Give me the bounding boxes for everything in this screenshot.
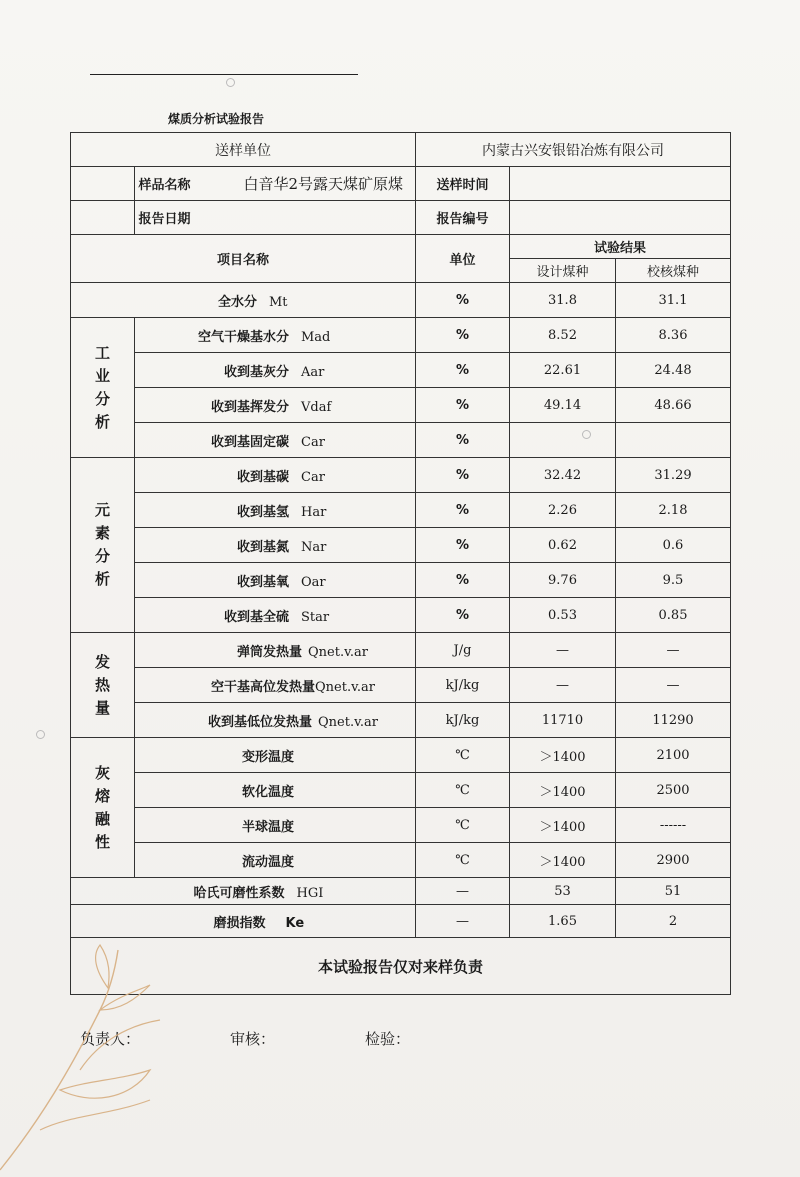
unit-cell: %: [416, 423, 510, 458]
item-symbol: Qnet.v.ar: [315, 679, 375, 695]
heat-value-label: [71, 633, 135, 738]
reviewer-signature-label: 审核：: [230, 1030, 276, 1048]
ash-fusion-label: [71, 738, 135, 878]
design-value: 31.8: [510, 283, 616, 318]
unit-cell: —: [416, 905, 510, 938]
report-date-row: [71, 201, 731, 235]
item-name: 弹筒发热量: [236, 644, 302, 660]
item-cell: [135, 633, 416, 668]
unit-cell: %: [416, 458, 510, 493]
unit-cell: %: [416, 353, 510, 388]
item-name: 空气干燥基水分: [197, 329, 289, 345]
unit-cell: %: [416, 493, 510, 528]
table-row: [71, 493, 731, 528]
check-value: 24.48: [616, 353, 731, 388]
item-cell: [135, 703, 416, 738]
item-symbol: Car: [301, 434, 325, 450]
unit-cell: J/g: [416, 633, 510, 668]
sample-label-text: 样品名称: [138, 178, 191, 193]
table-row: [71, 563, 731, 598]
unit-cell: ℃: [416, 843, 510, 878]
item-name: 收到基氧: [236, 574, 289, 590]
item-cell: [71, 878, 416, 905]
check-value: 2: [616, 905, 731, 938]
item-cell: [135, 423, 416, 458]
item-cell: [135, 528, 416, 563]
group-char: 灰: [94, 763, 110, 782]
unit-cell: %: [416, 563, 510, 598]
sample-label: [71, 167, 191, 201]
item-name: 全水分: [217, 294, 257, 310]
table-row: [71, 423, 731, 458]
item-name: 哈氏可磨性系数: [193, 885, 285, 901]
unit-column-header: 单位: [416, 235, 510, 283]
item-symbol: Oar: [301, 574, 326, 590]
item-symbol: Qnet.v.ar: [308, 644, 368, 660]
group-char: 析: [94, 412, 110, 431]
item-name: 收到基挥发分: [210, 399, 289, 415]
table-row: [71, 878, 731, 905]
item-name: 变形温度: [241, 749, 294, 765]
report-date-label: [71, 201, 191, 235]
unit-cell: ℃: [416, 808, 510, 843]
footer-note: 本试验报告仅对来样负责: [71, 938, 731, 995]
unit-cell: %: [416, 528, 510, 563]
table-row: [71, 703, 731, 738]
item-column-header: 项目名称: [71, 235, 416, 283]
design-value: ＞1400: [510, 773, 616, 808]
design-value: —: [510, 633, 616, 668]
table-row: [71, 633, 731, 668]
table-row: [71, 808, 731, 843]
check-value: 9.5: [616, 563, 731, 598]
column-header-row: [71, 235, 731, 259]
unit-cell: %: [416, 388, 510, 423]
table-row: [71, 458, 731, 493]
item-symbol: Vdaf: [301, 399, 332, 415]
results-column-header: 试验结果: [510, 235, 731, 259]
design-value: 8.52: [510, 318, 616, 353]
item-symbol: Mt: [269, 294, 288, 310]
sender-label: 送样单位: [71, 133, 416, 167]
unit-cell: %: [416, 283, 510, 318]
table-row: [71, 528, 731, 563]
table-row: [71, 353, 731, 388]
top-rule-line: [90, 74, 358, 75]
inspector-signature-label: 检验：: [365, 1030, 411, 1048]
report-no-label: 报告编号: [416, 201, 510, 235]
group-char: 分: [94, 547, 110, 565]
item-cell: [135, 598, 416, 633]
item-name: 流动温度: [241, 854, 294, 870]
group-char: 热: [94, 675, 110, 694]
unit-cell: —: [416, 878, 510, 905]
check-value: 48.66: [616, 388, 731, 423]
paper-mark: [36, 730, 45, 739]
design-value: 32.42: [510, 458, 616, 493]
unit-cell: ℃: [416, 738, 510, 773]
item-cell: [135, 493, 416, 528]
table-row: [71, 283, 731, 318]
item-cell: [135, 388, 416, 423]
check-value: 2.18: [616, 493, 731, 528]
unit-cell: ℃: [416, 773, 510, 808]
table-row: [71, 598, 731, 633]
coal-analysis-table: [70, 132, 731, 995]
item-symbol: Har: [301, 504, 327, 520]
report-date-label-text: 报告日期: [138, 212, 191, 227]
item-cell: [71, 283, 416, 318]
item-name: 半球温度: [241, 819, 294, 835]
item-symbol: Ke: [285, 915, 305, 931]
table-row: [71, 318, 731, 353]
send-time-label: 送样时间: [416, 167, 510, 201]
check-value: 0.6: [616, 528, 731, 563]
item-name: 软化温度: [241, 784, 294, 800]
design-value: 2.26: [510, 493, 616, 528]
design-value: 22.61: [510, 353, 616, 388]
sample-value: 白音华2号露天煤矿原煤: [135, 167, 416, 201]
design-value: 0.62: [510, 528, 616, 563]
check-value: 31.29: [616, 458, 731, 493]
group-char: 量: [94, 698, 110, 717]
group-char: 性: [94, 832, 110, 851]
design-value: —: [510, 668, 616, 703]
design-value: 53: [510, 878, 616, 905]
design-coal-header: 设计煤种: [510, 259, 616, 283]
sender-value: 内蒙古兴安银铅冶炼有限公司: [416, 133, 731, 167]
design-value: 9.76: [510, 563, 616, 598]
industrial-analysis-label: [71, 318, 135, 458]
check-value: —: [616, 633, 731, 668]
group-char: 析: [94, 570, 110, 588]
item-cell: [135, 843, 416, 878]
item-cell: [135, 668, 416, 703]
item-cell: [135, 353, 416, 388]
report-no-value: [510, 201, 731, 235]
item-symbol: HGI: [296, 885, 324, 901]
group-char: 发: [94, 652, 110, 671]
item-name: 收到基灰分: [223, 364, 289, 380]
send-time-value: [510, 167, 731, 201]
unit-cell: %: [416, 598, 510, 633]
table-row: [71, 738, 731, 773]
item-name: 收到基固定碳: [210, 434, 289, 450]
check-value: 2900: [616, 843, 731, 878]
item-symbol: Car: [301, 469, 325, 485]
item-name: 收到基全硫: [223, 609, 289, 625]
group-char: 业: [94, 366, 110, 385]
unit-cell: %: [416, 318, 510, 353]
group-char: 工: [94, 343, 110, 362]
item-name: 磨损指数: [213, 915, 266, 931]
paper-mark: [226, 78, 235, 87]
item-symbol: Mad: [301, 329, 331, 345]
item-name: 收到基低位发热量: [207, 714, 312, 730]
item-symbol: Nar: [301, 539, 327, 555]
table-row: [71, 388, 731, 423]
sender-row: [71, 133, 731, 167]
report-title: 煤质分析试验报告: [168, 112, 265, 126]
item-symbol: Qnet.v.ar: [318, 714, 378, 730]
item-name: 收到基氢: [236, 504, 289, 520]
check-value: 2100: [616, 738, 731, 773]
unit-cell: kJ/kg: [416, 668, 510, 703]
design-value: ＞1400: [510, 738, 616, 773]
unit-cell: kJ/kg: [416, 703, 510, 738]
check-coal-header: 校核煤种: [616, 259, 731, 283]
table-row: [71, 668, 731, 703]
decorative-branch-icon: [0, 930, 220, 1177]
check-value: 11290: [616, 703, 731, 738]
check-value: 31.1: [616, 283, 731, 318]
elemental-analysis-label: [71, 458, 135, 633]
group-char: 素: [94, 524, 110, 542]
item-name: 收到基氮: [236, 539, 289, 555]
design-value: 0.53: [510, 598, 616, 633]
item-cell: [135, 563, 416, 598]
check-value: —: [616, 668, 731, 703]
item-name: 空干基高位发热量: [210, 679, 315, 695]
item-cell: [135, 738, 416, 773]
table-row: [71, 773, 731, 808]
item-symbol: Aar: [301, 364, 325, 380]
group-char: 融: [94, 809, 110, 828]
design-value: ＞1400: [510, 808, 616, 843]
item-cell: [135, 318, 416, 353]
design-value: ＞1400: [510, 843, 616, 878]
check-value: [616, 423, 731, 458]
table-row: [71, 843, 731, 878]
check-value: 2500: [616, 773, 731, 808]
item-cell: [135, 773, 416, 808]
check-value: 8.36: [616, 318, 731, 353]
check-value: 0.85: [616, 598, 731, 633]
item-symbol: Star: [301, 609, 330, 625]
sample-row: [71, 167, 731, 201]
group-char: 分: [94, 389, 110, 408]
item-name: 收到基碳: [236, 469, 289, 485]
design-value: 11710: [510, 703, 616, 738]
check-value: 51: [616, 878, 731, 905]
item-cell: [135, 458, 416, 493]
group-char: 熔: [94, 786, 110, 805]
design-value: 1.65: [510, 905, 616, 938]
responsible-signature-label: 负责人：: [80, 1030, 141, 1048]
design-value: 49.14: [510, 388, 616, 423]
design-value: [510, 423, 616, 458]
group-char: 元: [94, 501, 110, 519]
item-cell: [135, 808, 416, 843]
check-value: ------: [616, 808, 731, 843]
